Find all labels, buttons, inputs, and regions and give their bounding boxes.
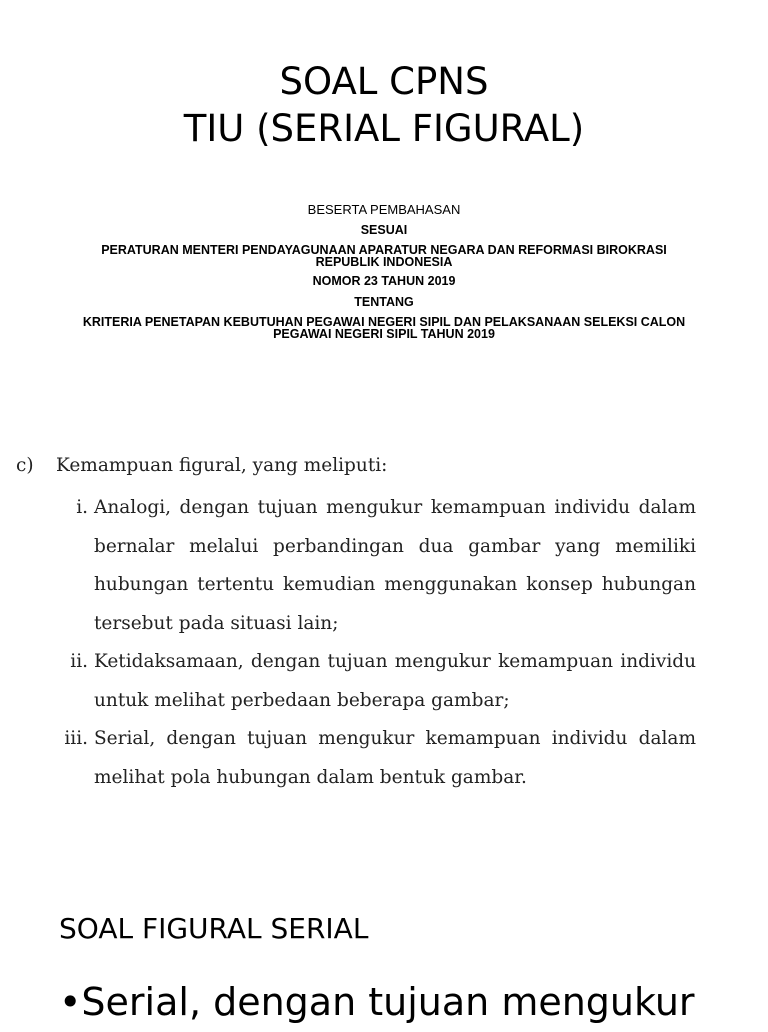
list-item-text: Analogi, dengan tujuan mengukur kemampuan individu dalam bernalar melalui perbandingan dua gambar yang memiliki hubungan tertentu kemudian menggunakan konsep hubungan tersebut pada situasi lain; [94,497,696,634]
list-item-number: iii. [64,728,88,749]
regulation-excerpt [16,451,696,797]
header-line-0: BESERTA PEMBAHASAN [307,202,461,217]
list-item [16,643,696,720]
list-item-number: i. [76,497,88,518]
regulation-heading-text: Kemampuan figural, yang meliputi: [56,455,388,476]
header-line-7: PEGAWAI NEGERI SIPIL TAHUN 2019 [273,327,495,341]
page-title [0,58,768,152]
list-item-text: Serial, dengan tujuan mengukur kemampuan individu dalam melihat pola hubungan dalam bentuk gambar. [94,728,696,788]
list-item-number: ii. [70,651,88,672]
list-item [16,720,696,797]
regulation-heading [16,451,696,489]
list-item [16,489,696,643]
regulation-header [0,202,768,340]
header-line-3: REPUBLIK INDONESIA [315,255,453,269]
header-line-2: PERATURAN MENTERI PENDAYAGUNAAN APARATUR NEGARA DAN REFORMASI BIROKRASI [101,243,667,257]
list-marker: c) [16,455,34,476]
header-line-6: KRITERIA PENETAPAN KEBUTUHAN PEGAWAI NEGERI SIPIL DAN PELAKSANAAN SELEKSI CALON [82,315,686,329]
bullet-text: •Serial, dengan tujuan mengukur [59,980,695,1024]
header-line-5: TENTANG [354,295,414,309]
list-item-text: Ketidaksamaan, dengan tujuan mengukur kemampuan individu untuk melihat perbedaan beberapa gambar; [94,651,696,711]
title-line-1: SOAL CPNS [279,60,489,103]
header-line-1: SESUAI [360,223,408,237]
header-line-4: NOMOR 23 TAHUN 2019 [312,274,456,288]
section-title: SOAL FIGURAL SERIAL [59,912,369,945]
title-line-2: TIU (SERIAL FIGURAL) [183,107,585,150]
